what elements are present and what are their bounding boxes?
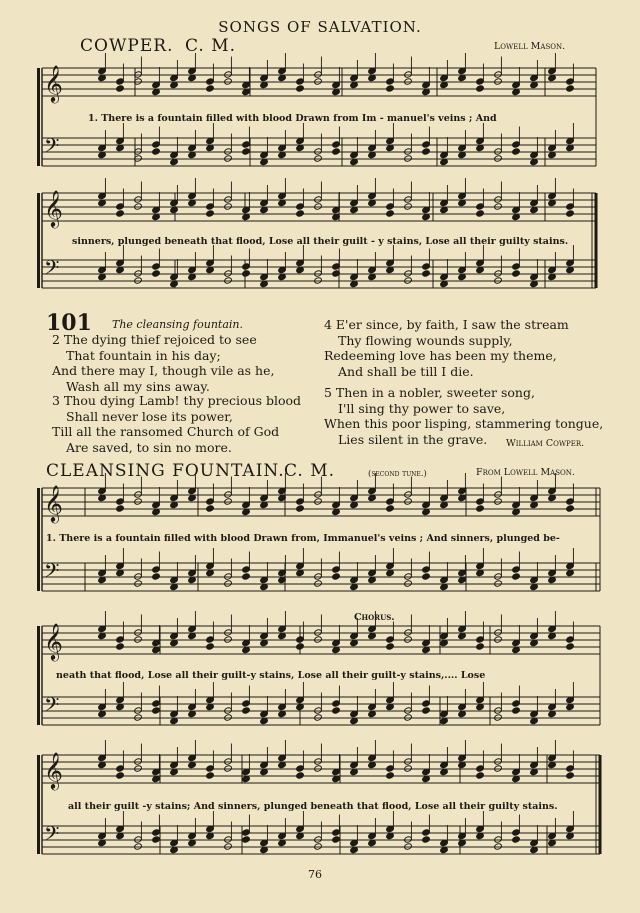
- notehead: [242, 707, 251, 714]
- notehead: [494, 843, 503, 850]
- stanza-line: 2 The dying thief rejoiced to see: [52, 332, 257, 347]
- stanza-line: 3 Thou dying Lamb! thy precious blood: [52, 393, 302, 408]
- notehead: [386, 772, 395, 779]
- notehead: [494, 498, 503, 505]
- stanza-line: Are saved, to sin no more.: [66, 439, 232, 455]
- stanza-line: Redeeming love has been my theme,: [324, 348, 557, 363]
- stanza-line: That fountain in his day;: [66, 347, 221, 363]
- notehead: [206, 85, 215, 92]
- bass-clef-icon: 𝄢: [44, 256, 60, 284]
- notehead: [116, 772, 125, 779]
- system-brace: [37, 755, 40, 854]
- notehead: [494, 636, 503, 643]
- notehead: [314, 636, 323, 643]
- notehead: [134, 580, 143, 587]
- composer-cowper: Lowell Mason.: [494, 41, 566, 52]
- notehead: [296, 505, 305, 512]
- notehead: [224, 580, 233, 587]
- notehead: [296, 772, 305, 779]
- stanza-3: [52, 393, 301, 455]
- treble-clef-icon: 𝄞: [44, 751, 63, 789]
- notehead: [224, 498, 233, 505]
- bass-clef-icon: 𝄢: [44, 559, 60, 587]
- hymn-author: William Cowper.: [506, 438, 585, 449]
- notehead: [386, 643, 395, 650]
- hymn-number: 101: [46, 310, 92, 336]
- notehead: [224, 714, 233, 721]
- notehead: [332, 836, 341, 843]
- notehead: [476, 772, 485, 779]
- notehead: [116, 643, 125, 650]
- notehead: [314, 203, 323, 210]
- notehead: [404, 580, 413, 587]
- notehead: [224, 277, 233, 284]
- notehead: [476, 85, 485, 92]
- stanza-line: Shall never lose its power,: [66, 408, 233, 424]
- notehead: [134, 203, 143, 210]
- stanza-line: Wash all my sins away.: [66, 378, 210, 394]
- notehead: [134, 843, 143, 850]
- notehead: [494, 277, 503, 284]
- notehead: [512, 707, 521, 714]
- notehead: [296, 210, 305, 217]
- stanza-2: [52, 332, 274, 394]
- lyrics-cowper-line2: sinners, plunged beneath that flood, Lose all their guilt - y stains, Lose all their guilty stains.: [72, 236, 569, 247]
- notehead: [476, 210, 485, 217]
- notehead: [494, 203, 503, 210]
- notehead: [242, 270, 251, 277]
- stanza-line: 4 E'er since, by faith, I saw the stream: [324, 317, 569, 332]
- notehead: [476, 643, 485, 650]
- system-brace: [37, 626, 40, 725]
- notehead: [314, 843, 323, 850]
- notehead: [152, 573, 161, 580]
- tune-name-cleansing-fountain: CLEANSING FOUNTAIN.: [46, 461, 285, 481]
- notehead: [422, 707, 431, 714]
- notehead: [206, 643, 215, 650]
- stanza-line: Thy flowing wounds supply,: [338, 332, 513, 348]
- stanza-line: And shall be till I die.: [338, 363, 474, 379]
- notehead: [404, 78, 413, 85]
- notehead: [134, 277, 143, 284]
- stanza-line: And there may I, though vile as he,: [52, 363, 275, 378]
- lyrics-cleansing-line3: all their guilt -y stains; And sinners, plunged beneath that flood, Lose all their guilty stains.: [68, 801, 558, 812]
- notehead: [224, 78, 233, 85]
- notehead: [476, 505, 485, 512]
- notehead: [512, 836, 521, 843]
- notehead: [422, 148, 431, 155]
- notehead: [404, 765, 413, 772]
- notehead: [134, 498, 143, 505]
- notehead: [116, 210, 125, 217]
- notehead: [152, 836, 161, 843]
- notehead: [152, 707, 161, 714]
- notehead: [566, 643, 575, 650]
- notehead: [494, 155, 503, 162]
- notehead: [566, 210, 575, 217]
- tune-meter-cowper: C. M.: [185, 36, 237, 56]
- stanza-line: When this poor lisping, stammering tongue,: [324, 416, 604, 431]
- page-number: 76: [308, 868, 322, 881]
- notehead: [404, 277, 413, 284]
- notehead: [116, 85, 125, 92]
- notehead: [512, 148, 521, 155]
- tune-meter-cleansing-fountain: C. M.: [284, 461, 336, 481]
- notehead: [224, 203, 233, 210]
- notehead: [422, 270, 431, 277]
- notehead: [566, 772, 575, 779]
- composer-cleansing-fountain: From Lowell Mason.: [476, 467, 575, 478]
- notehead: [404, 203, 413, 210]
- notehead: [314, 765, 323, 772]
- notehead: [134, 636, 143, 643]
- notehead: [494, 765, 503, 772]
- second-tune-label: (second tune.): [368, 469, 427, 479]
- notehead: [332, 148, 341, 155]
- system-brace: [37, 193, 40, 288]
- notehead: [422, 836, 431, 843]
- bass-clef-icon: 𝄢: [44, 693, 60, 721]
- notehead: [404, 498, 413, 505]
- notehead: [494, 78, 503, 85]
- notehead: [206, 505, 215, 512]
- notehead: [314, 580, 323, 587]
- notehead: [512, 573, 521, 580]
- notehead: [224, 636, 233, 643]
- notehead: [314, 155, 323, 162]
- notehead: [566, 505, 575, 512]
- stanza-line: Lies silent in the grave.: [338, 431, 488, 447]
- hymn-subtitle: The cleansing fountain.: [112, 318, 243, 331]
- notehead: [224, 155, 233, 162]
- stanza-line: I'll sing thy power to save,: [338, 400, 506, 416]
- stanza-4: [324, 317, 569, 379]
- treble-clef-icon: 𝄞: [44, 622, 63, 660]
- treble-clef-icon: 𝄞: [44, 64, 63, 102]
- notehead: [404, 636, 413, 643]
- notehead: [404, 155, 413, 162]
- treble-clef-icon: 𝄞: [44, 189, 63, 227]
- chorus-label: Chorus.: [354, 612, 395, 623]
- notehead: [152, 270, 161, 277]
- system-brace: [37, 488, 40, 591]
- notehead: [386, 505, 395, 512]
- lyrics-cleansing-line1: 1. There is a fountain filled with blood Drawn from, Immanuel's veins ; And sinners, plunged be-: [46, 533, 560, 544]
- notehead: [404, 843, 413, 850]
- notehead: [116, 505, 125, 512]
- tune-name-cowper: COWPER.: [80, 36, 174, 56]
- notehead: [206, 772, 215, 779]
- notehead: [386, 210, 395, 217]
- notehead: [386, 85, 395, 92]
- notehead: [206, 210, 215, 217]
- notehead: [242, 836, 251, 843]
- treble-clef-icon: 𝄞: [44, 484, 63, 522]
- notehead: [314, 277, 323, 284]
- bass-clef-icon: 𝄢: [44, 134, 60, 162]
- notehead: [314, 714, 323, 721]
- notehead: [566, 85, 575, 92]
- bass-clef-icon: 𝄢: [44, 822, 60, 850]
- notehead: [296, 85, 305, 92]
- notehead: [296, 643, 305, 650]
- notehead: [404, 714, 413, 721]
- notehead: [494, 580, 503, 587]
- notehead: [242, 148, 251, 155]
- running-title: SONGS OF SALVATION.: [218, 18, 422, 36]
- notehead: [332, 573, 341, 580]
- notehead: [314, 498, 323, 505]
- notehead: [224, 843, 233, 850]
- notehead: [332, 707, 341, 714]
- notehead: [152, 148, 161, 155]
- notehead: [512, 270, 521, 277]
- system-brace: [37, 68, 40, 166]
- notehead: [134, 714, 143, 721]
- notehead: [314, 78, 323, 85]
- notehead: [224, 765, 233, 772]
- lyrics-cowper-line1: 1. There is a fountain filled with blood Drawn from Im - manuel's veins ; And: [88, 113, 497, 124]
- notehead: [134, 765, 143, 772]
- lyrics-cleansing-line2: neath that flood, Lose all their guilt-y stains, Lose all their guilt-y stains,.... Lose: [56, 670, 486, 681]
- notehead: [494, 714, 503, 721]
- notehead: [242, 573, 251, 580]
- stanza-line: 5 Then in a nobler, sweeter song,: [324, 385, 535, 400]
- notehead: [422, 573, 431, 580]
- stanza-line: Till all the ransomed Church of God: [52, 424, 280, 439]
